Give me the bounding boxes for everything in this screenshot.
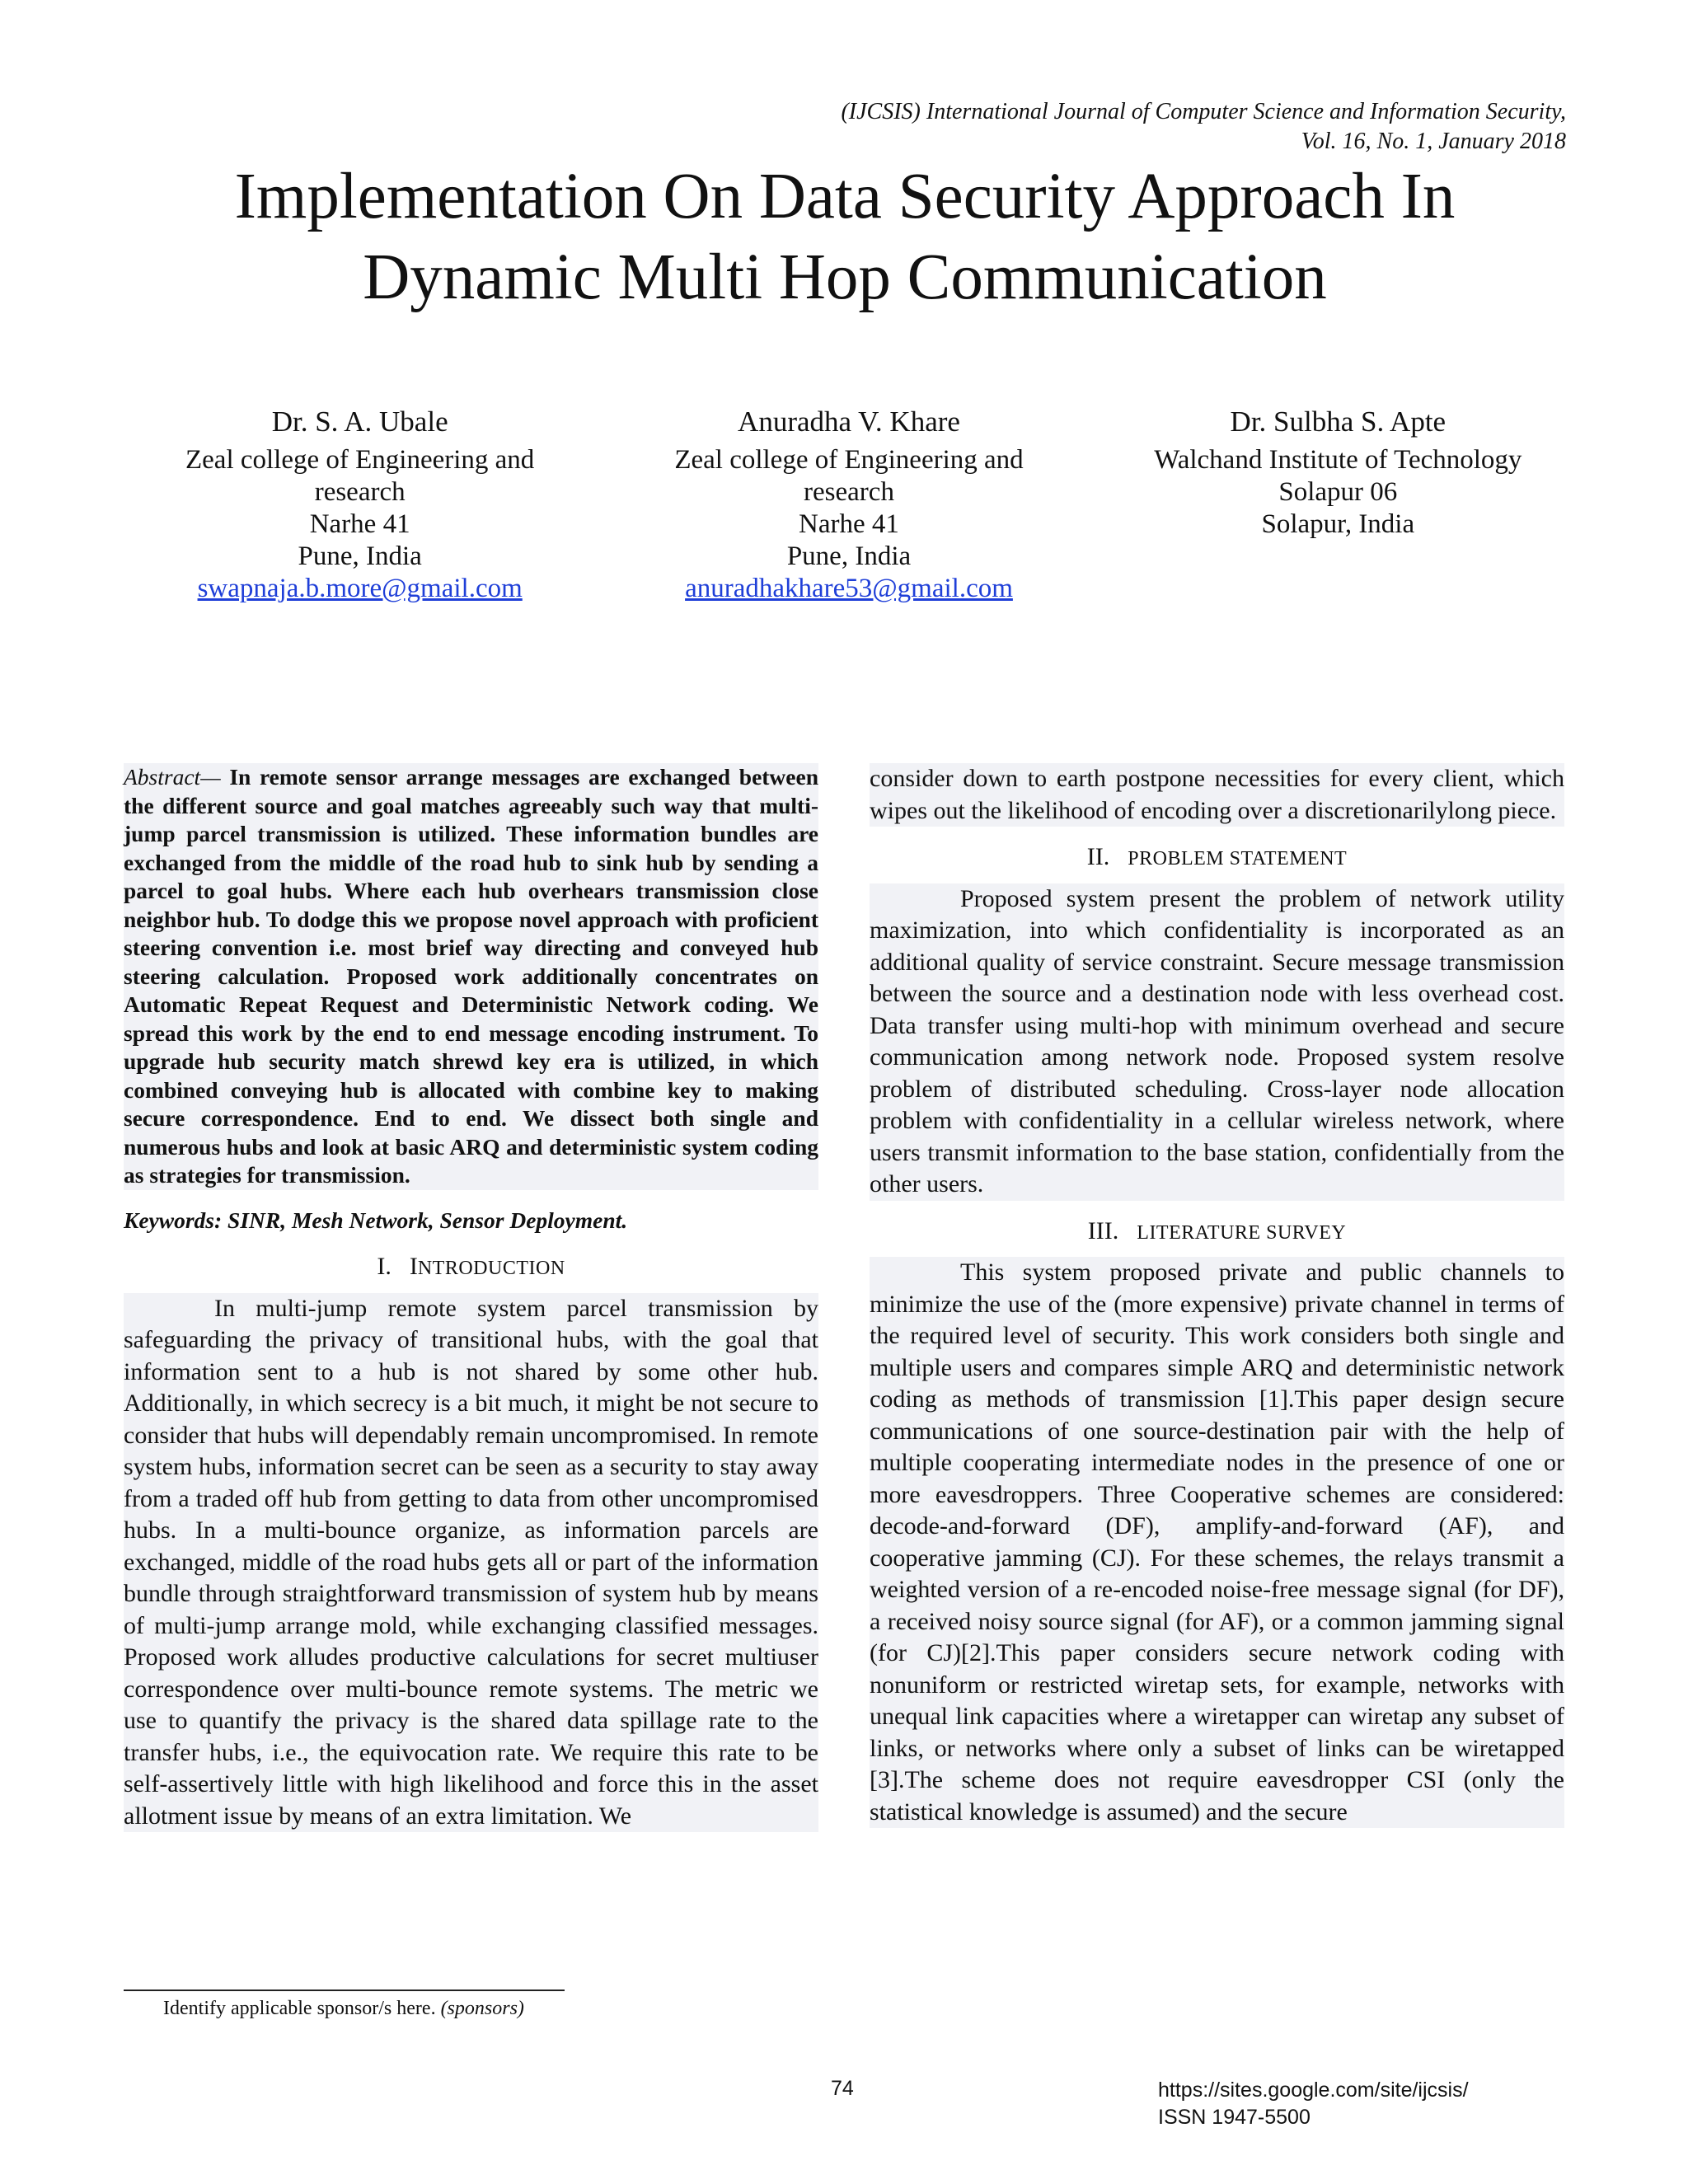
author-1: [115, 405, 604, 605]
page-number: 74: [831, 2077, 854, 2100]
footer-info: [1158, 2077, 1469, 2131]
section-number: II.: [1086, 843, 1110, 870]
literature-survey-paragraph: This system proposed private and public channels to minimize the use of the (more expensive) private channel in terms of the required level of security. This work considers both single and multiple users and compares simple ARQ and deterministic network coding as methods of transmission [1].This paper design secure communications of one source-destination pair with the help of multiple cooperating intermediate nodes in the presence of one or more eavesdroppers. Three Cooperative schemes are considered: decode-and-forward (DF), amplify-and-forward (AF), and cooperative jamming (CJ). For these schemes, the relays transmit a weighted version of a re-encoded noise-free message signal (for DF), a received noisy source signal (for AF), or a common jamming signal (for CJ)[2].This paper considers secure network coding with nonuniform or restricted wiretap sets, for example, networks with unequal link capacities where a wiretapper can wiretap any subset of links, or networks where only a subset of links can be wiretapped [3].The scheme does not require eavesdropper CSI (only the statistical knowledge is assumed) and the secure: [870, 1257, 1564, 1828]
section-title: LITERATURE SURVEY: [1137, 1221, 1347, 1244]
author-name: Dr. S. A. Ubale: [271, 405, 448, 438]
paper-title: [124, 157, 1566, 318]
author-affiliation: Narhe 41: [799, 509, 899, 539]
keywords: Keywords: SINR, Mesh Network, Sensor Deployment.: [124, 1207, 628, 1233]
author-affiliation: Pune, India: [786, 541, 912, 571]
author-affiliation: research: [314, 477, 406, 507]
footnote-italic: (sponsors): [440, 1998, 524, 2019]
section-heading-problem-statement: [870, 841, 1564, 875]
abstract: [124, 763, 818, 1190]
left-column: [124, 763, 818, 1832]
author-affiliation: Zeal college of Engineering and: [674, 445, 1024, 475]
footnote-text: Identify applicable sponsor/s here.: [163, 1998, 436, 2019]
section-number: III.: [1087, 1216, 1119, 1244]
footnote-divider: [124, 1990, 565, 1991]
issn-text: ISSN 1947-5500: [1158, 2106, 1311, 2129]
author-affiliation: Pune, India: [298, 541, 422, 571]
author-affiliation: Solapur, India: [1261, 509, 1415, 539]
author-2: [604, 405, 1093, 605]
section-heading-introduction: [124, 1251, 818, 1285]
author-affiliation: Narhe 41: [309, 509, 410, 539]
section-title: PROBLEM STATEMENT: [1128, 848, 1348, 869]
author-affiliation: Zeal college of Engineering and: [185, 445, 535, 475]
paper-title-line2: Dynamic Multi Hop Communication: [363, 241, 1327, 313]
section-title: NTRODUCTION: [417, 1258, 565, 1279]
journal-header-line2: Vol. 16, No. 1, January 2018: [1301, 129, 1566, 154]
author-name: Dr. Sulbha S. Apte: [1230, 405, 1447, 438]
section-title-initial: I: [409, 1253, 418, 1280]
author-name: Anuradha V. Khare: [738, 405, 960, 438]
abstract-body: In remote sensor arrange messages are exchanged between the different source and goal matches agreeably such way that multi-jump parcel transmission is utilized. These information bundles are exchanged from the middle of the road hub to sink hub by sending a parcel to goal hubs. Where each hub overhears transmission close neighbor hub. To dodge this we propose novel approach with proficient steering convention i.e. most brief way directing and conveyed hub steering calculation. Proposed work additionally concentrates on Automatic Repeat Request and Deterministic Network coding. We spread this work by the end to end message encoding instrument. To upgrade hub security match shrewd key era is utilized, in which combined conveying hub is allocated with combine key to making secure correspondence. End to end. We dissect both single and numerous hubs and look at basic ARQ and deterministic system coding as strategies for transmission.: [124, 764, 818, 1188]
author-email-link[interactable]: swapnaja.b.more@gmail.com: [197, 574, 523, 603]
footnote: [163, 1998, 524, 2020]
abstract-lead: Abstract—: [124, 764, 221, 790]
author-block: [115, 405, 1582, 605]
journal-url-link[interactable]: https://sites.google.com/site/ijcsis/: [1158, 2079, 1469, 2102]
introduction-continued-paragraph: consider down to earth postpone necessities for every client, which wipes out the likelihood of encoding over a discretionarilylong piece.: [870, 763, 1564, 827]
problem-statement-paragraph: Proposed system present the problem of network utility maximization, into which confidentiality is incorporated as an additional quality of service constraint. Secure message transmission between the source and a destination node with less overhead cost. Data transfer using multi-hop with minimum overhead and secure communication among network node. Proposed system resolve problem of distributed scheduling. Cross-layer node allocation problem with confidentiality in a cellular wireless network, where users transmit information to the base station, confidentially from the other users.: [870, 883, 1564, 1201]
journal-header: [577, 97, 1566, 157]
author-affiliation: Solapur 06: [1278, 477, 1398, 507]
author-email-link[interactable]: anuradhakhare53@gmail.com: [685, 574, 1013, 603]
section-number: I.: [377, 1253, 392, 1280]
section-heading-literature-survey: [870, 1216, 1564, 1249]
author-affiliation: Walchand Institute of Technology: [1154, 445, 1522, 475]
paper-title-line1: Implementation On Data Security Approach In: [234, 161, 1456, 232]
author-3: [1094, 405, 1582, 605]
right-column: [870, 763, 1564, 1828]
introduction-paragraph: In multi-jump remote system parcel transmission by safeguarding the privacy of transitional hubs, with the goal that information sent to a hub is not shared by some other hub. Additionally, in which secrecy is a bit much, it might be not secure to consider that hubs will dependably remain uncompromised. In remote system hubs, information secret can be seen as a security to stay away from a traded off hub from getting to data from other uncompromised hubs. In a multi-bounce organize, as information parcels are exchanged, middle of the road hubs gets all or part of the information bundle through straightforward transmission of system hub by means of multi-jump arrange mold, while exchanging classified messages. Proposed work alludes productive calculations for secret multiuser correspondence over multi-bounce remote systems. The metric we use to quantify the privacy is the shared data spillage rate to the transfer hubs, i.e., the equivocation rate. We require this rate to be self-assertively little with high likelihood and force this in the asset allotment issue by means of an extra limitation. We: [124, 1293, 818, 1833]
author-affiliation: research: [804, 477, 894, 507]
journal-header-line1: (IJCSIS) International Journal of Computer Science and Information Security,: [841, 99, 1566, 124]
